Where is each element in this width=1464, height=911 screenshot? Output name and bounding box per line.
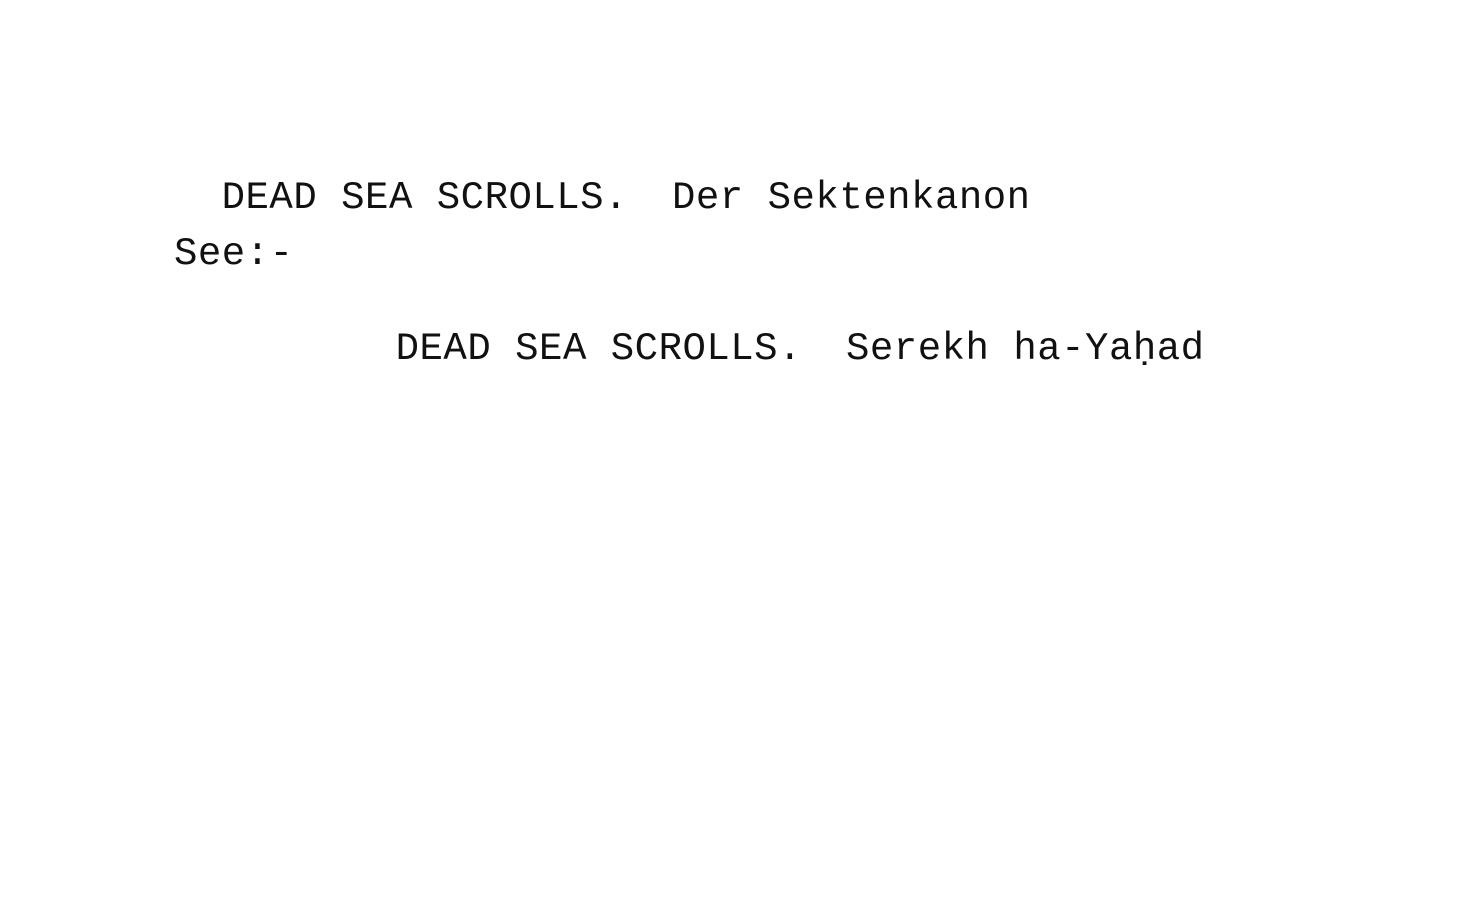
see-label: See:- (174, 232, 294, 276)
heading-subject: DEAD SEA SCROLLS. (221, 176, 628, 220)
heading-title: Der Sektenkanon (672, 176, 1031, 220)
reference-title: Serekh ha-Yaḥad (846, 327, 1205, 371)
see-reference (300, 283, 1205, 415)
reference-subject: DEAD SEA SCROLLS. (395, 327, 802, 371)
